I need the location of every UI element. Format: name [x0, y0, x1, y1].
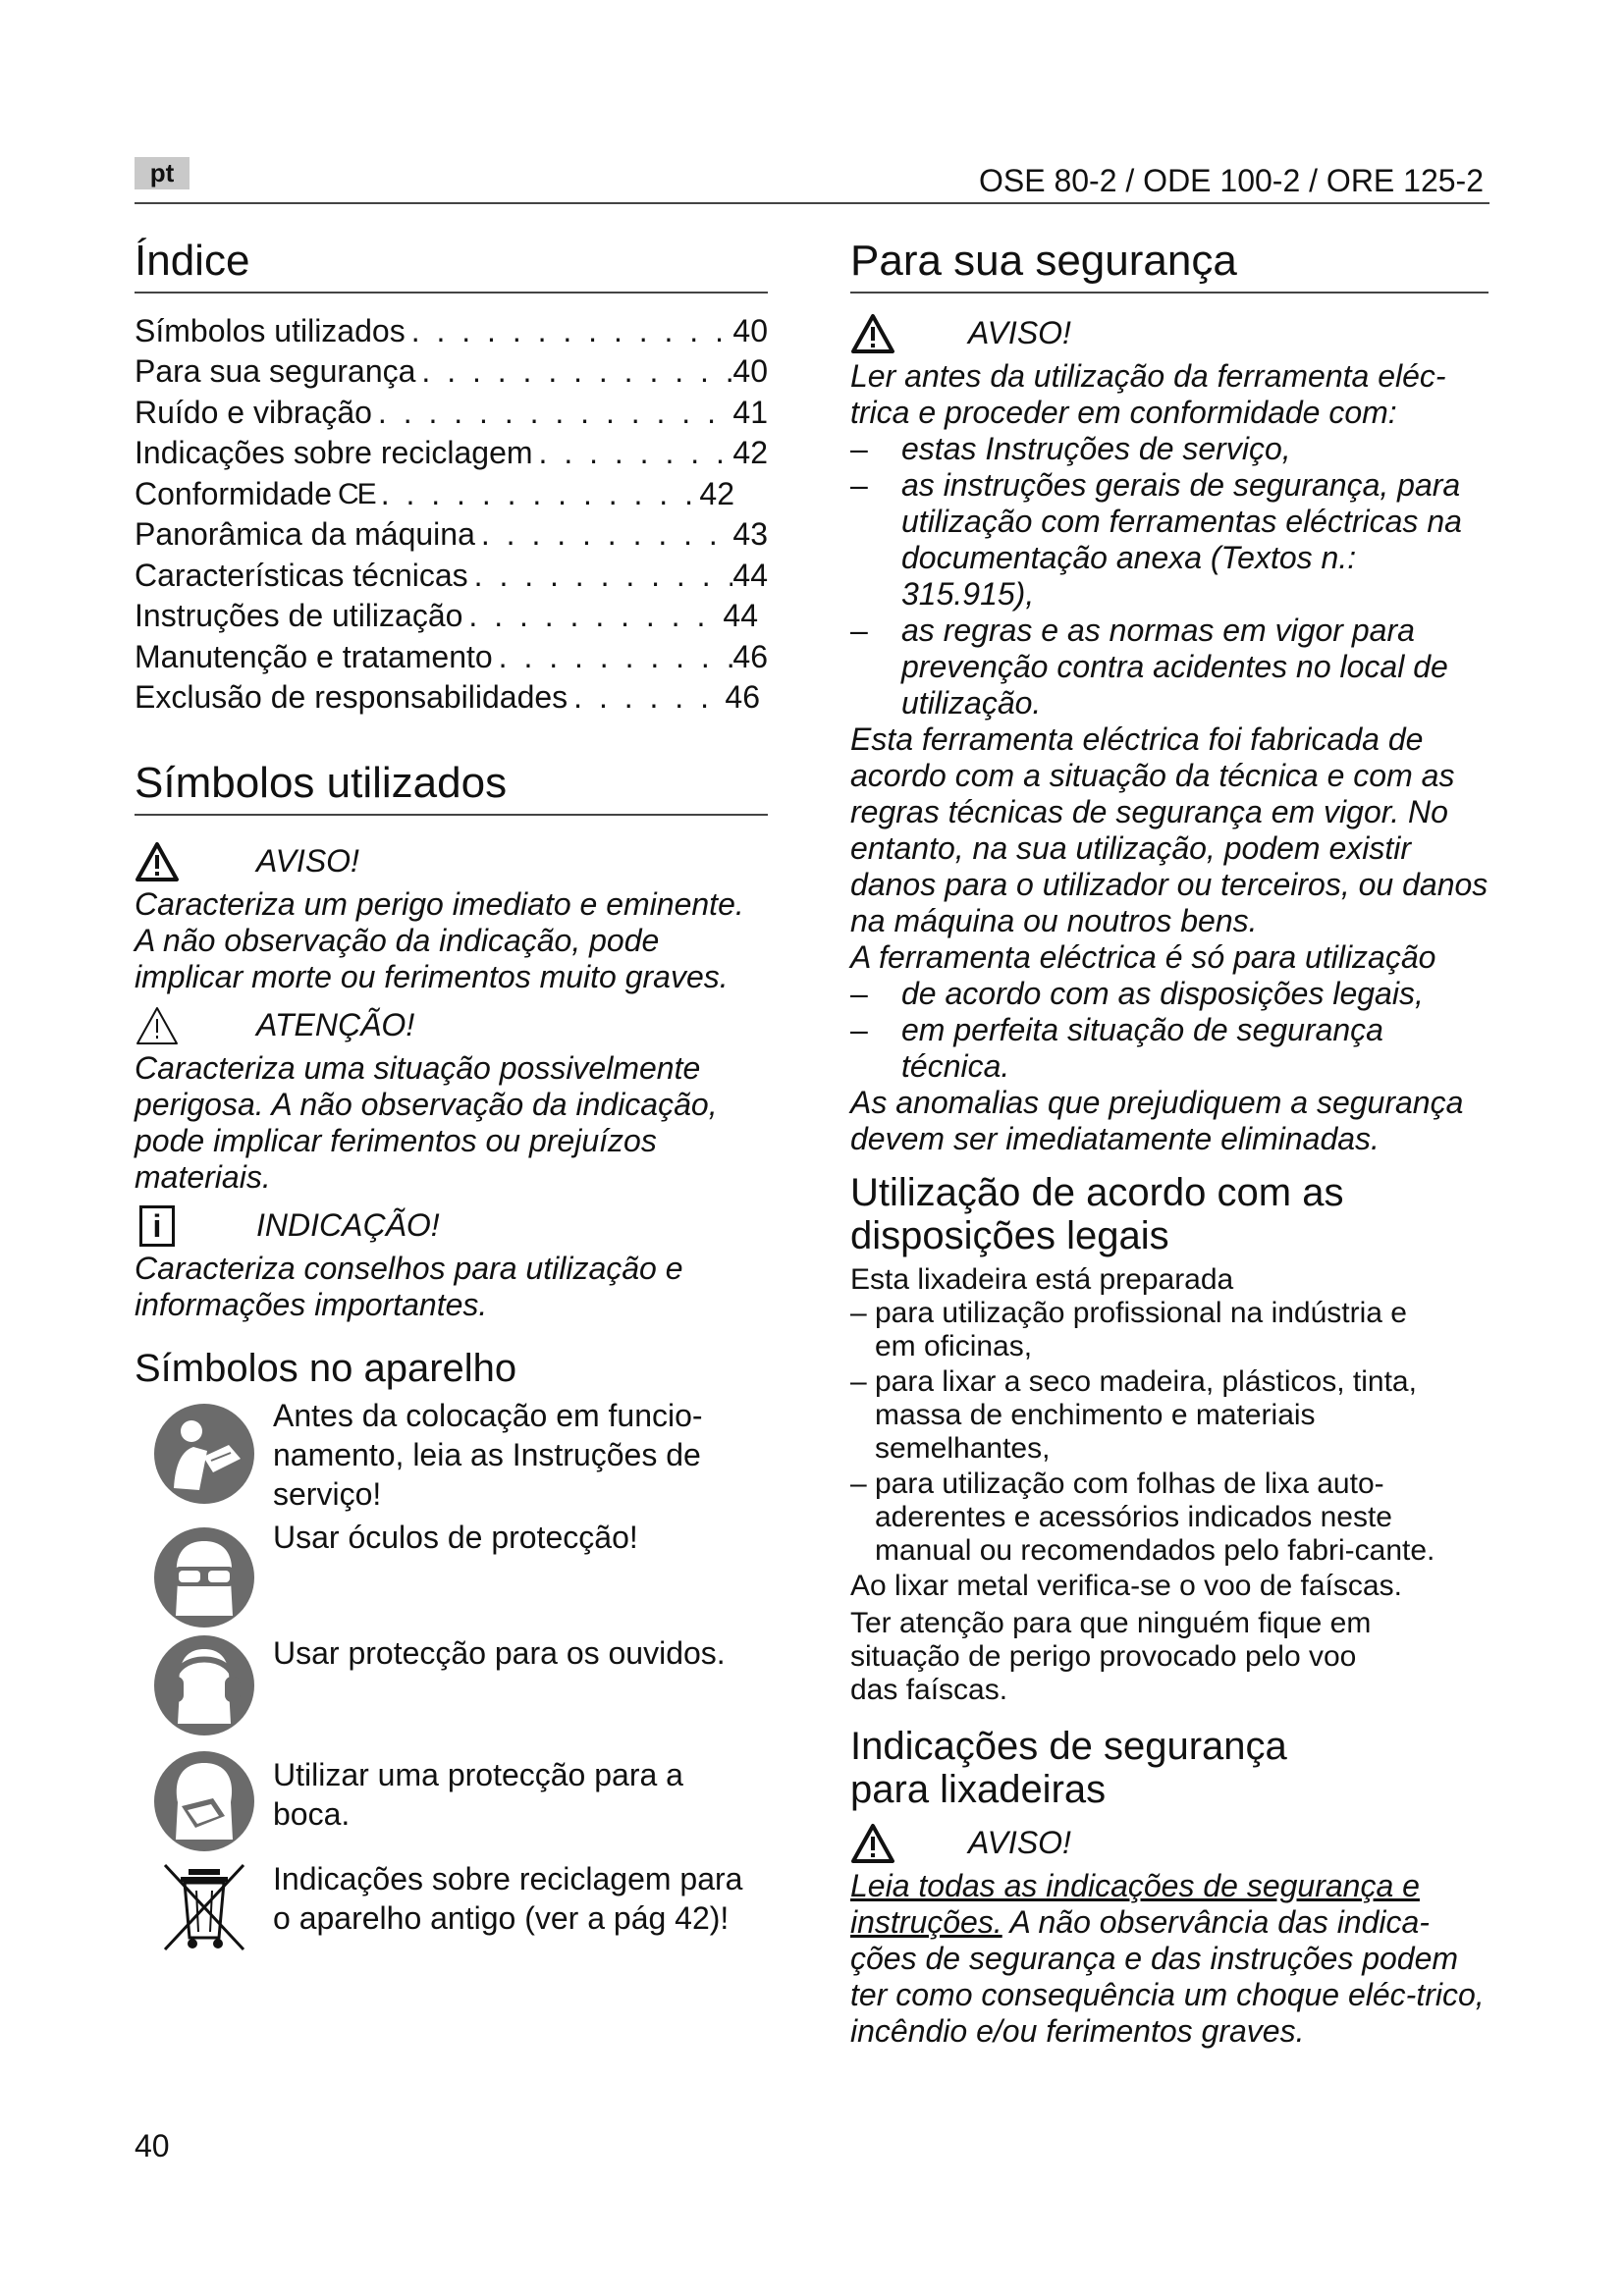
ce-mark-icon: CE: [338, 477, 375, 510]
device-symbol-row: [135, 1396, 768, 1518]
intended-use-list: [850, 1297, 1479, 1568]
device-symbol-row: [135, 1518, 768, 1622]
left-column: [135, 236, 768, 1967]
recycling-bin-icon: [159, 1859, 249, 1955]
header-rule: [135, 202, 1489, 204]
toc-item[interactable]: Características técnicas . . . 44: [135, 556, 768, 597]
list-item: – para utilização profissional na indústria e em oficinas,: [850, 1297, 1449, 1363]
sander-aviso-title: AVISO!: [968, 1825, 1071, 1861]
list-item: – estas Instruções de serviço,: [850, 431, 1489, 467]
safety-paragraph: As anomalias que prejudiquem a segurança devem ser imediatamente eliminadas.: [850, 1084, 1464, 1156]
safety-usage-list: [850, 976, 1489, 1085]
safety-list: [850, 431, 1489, 721]
device-symbol-text: Usar óculos de protecção!: [273, 1519, 638, 1555]
intended-use-intro: Esta lixadeira está preparada: [850, 1262, 1234, 1296]
list-item: – de acordo com as disposições legais,: [850, 976, 1489, 1012]
toc-title: Índice: [135, 236, 768, 294]
toc-item[interactable]: Indicações sobre reciclagem . . . 42: [135, 433, 768, 474]
aviso-header: [135, 837, 768, 886]
model-title: OSE 80-2 / ODE 100-2 / ORE 125-2: [978, 163, 1484, 198]
sander-safety-title: Indicações de segurança para lixadeiras: [850, 1724, 1287, 1811]
indicacao-title: INDICAÇÃO!: [256, 1207, 440, 1244]
ear-protection-icon: [152, 1633, 256, 1737]
list-item: – as instruções gerais de segurança, para utilização com ferramentas eléctricas na documentação anexa (Textos n.: 315.915),: [850, 467, 1489, 613]
indicacao-header: [135, 1201, 768, 1251]
device-symbol-text: Indicações sobre reciclagem para o aparelho antigo (ver a pág 42)!: [273, 1860, 743, 1936]
sander-aviso-text: Leia todas as indicações de segurança e instruções. A não observância das indica-ções de segurança e das instruções podem ter como consequência um choque eléc-trico, incêndio e/ou ferimentos graves.: [850, 1867, 1485, 2049]
aviso-text: Caracteriza um perigo imediato e eminente. A não observação da indicação, pode implicar morte ou ferimentos muito graves.: [135, 885, 744, 994]
warning-triangle-icon: [850, 1823, 895, 1864]
safety-aviso-title: AVISO!: [968, 315, 1071, 351]
device-symbol-text: Antes da colocação em funcio-namento, leia as Instruções de serviço!: [273, 1397, 703, 1512]
intended-use-note: Ter atenção para que ninguém fique em situação de perigo provocado pelo voo das faíscas.: [850, 1606, 1372, 1706]
list-item: – para utilização com folhas de lixa auto-aderentes e acessórios indicados neste manual ou recomendados pelo fabri-cante.: [850, 1468, 1464, 1568]
right-column: [850, 236, 1489, 2050]
mouth-protection-icon: [152, 1749, 256, 1853]
table-of-contents: [135, 311, 768, 719]
device-symbol-text: Utilizar uma protecção para a boca.: [273, 1756, 683, 1832]
eye-protection-icon: [152, 1525, 256, 1629]
language-badge: pt: [135, 157, 189, 189]
safety-aviso-header: [850, 309, 1489, 358]
toc-item[interactable]: Conformidade CE . . . 42: [135, 474, 768, 515]
symbols-title: Símbolos utilizados: [135, 758, 768, 816]
safety-title: Para sua segurança: [850, 236, 1489, 294]
toc-item[interactable]: Ruído e vibração . . . 41: [135, 393, 768, 434]
toc-item[interactable]: Instruções de utilização . . . 44: [135, 596, 768, 637]
atencao-header: [135, 1001, 768, 1050]
toc-item[interactable]: Exclusão de responsabilidades . . . 46: [135, 677, 768, 719]
sander-aviso-header: [850, 1819, 1489, 1868]
page-number: 40: [135, 2128, 170, 2163]
read-manual-icon: [152, 1402, 256, 1506]
toc-item[interactable]: Panorâmica da máquina . . . 43: [135, 514, 768, 556]
safety-paragraph: A ferramenta eléctrica é só para utilização: [850, 938, 1436, 975]
toc-item[interactable]: Para sua segurança . . . 40: [135, 351, 768, 393]
list-item: – para lixar a seco madeira, plásticos, tinta, massa de enchimento e materiais semelhantes,: [850, 1365, 1479, 1466]
warning-triangle-icon: [850, 313, 895, 354]
device-symbol-row: [135, 1622, 768, 1741]
device-symbol-row: [135, 1741, 768, 1859]
safety-intro: Ler antes da utilização da ferramenta eléc-trica e proceder em conformidade com:: [850, 357, 1446, 430]
device-symbol-row: [135, 1859, 768, 1967]
intended-use-title: Utilização de acordo com as disposições legais: [850, 1170, 1344, 1257]
atencao-text: Caracteriza uma situação possivelmente perigosa. A não observação da indicação, pode implicar ferimentos ou prejuízos materiais.: [135, 1049, 718, 1195]
device-symbol-text: Usar protecção para os ouvidos.: [273, 1634, 726, 1671]
toc-item[interactable]: Manutenção e tratamento . . . 46: [135, 637, 768, 678]
safety-paragraph: Esta ferramenta eléctrica foi fabricada de acordo com a situação da técnica e com as regras técnicas de segurança em vigor. No entanto, na sua utilização, podem existir danos para o utilizador ou terceiros, ou danos na máquina ou noutros bens.: [850, 721, 1489, 938]
intended-use-note: Ao lixar metal verifica-se o voo de faíscas.: [850, 1569, 1402, 1602]
device-symbols-title: Símbolos no aparelho: [135, 1346, 517, 1390]
list-item: – em perfeita situação de segurança técnica.: [850, 1012, 1489, 1085]
aviso-title: AVISO!: [256, 843, 359, 880]
warning-triangle-icon: [135, 841, 180, 882]
info-icon: i: [135, 1205, 180, 1247]
toc-item[interactable]: Símbolos utilizados . . . 40: [135, 311, 768, 352]
indicacao-text: Caracteriza conselhos para utilização e informações importantes.: [135, 1250, 683, 1322]
atencao-title: ATENÇÃO!: [256, 1007, 415, 1043]
list-item: – as regras e as normas em vigor para prevenção contra acidentes no local de utilização.: [850, 613, 1489, 721]
caution-triangle-icon: [135, 1005, 180, 1046]
